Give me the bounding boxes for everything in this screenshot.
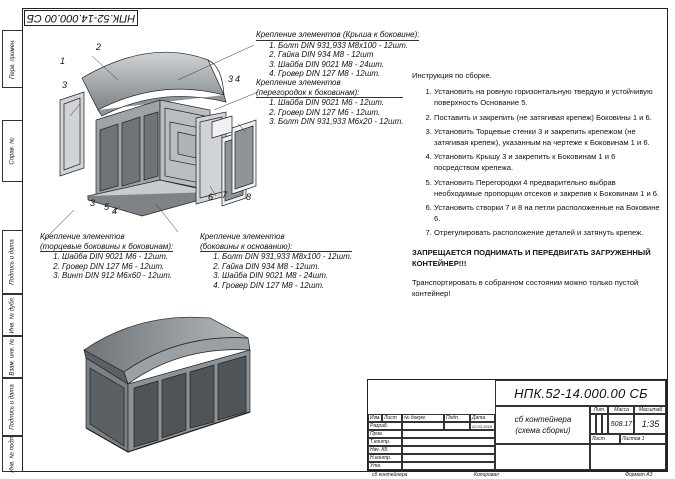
part-number: 8 [246, 192, 252, 202]
tb-code: НПК.52-14.000.00 СБ [495, 380, 666, 406]
part-number: 2 [96, 42, 102, 52]
tb-scale: 1:35 [634, 414, 666, 434]
part-number: 3 [90, 198, 96, 208]
callout-end-walls: Крепление элементов (торцевые боковины к боковинам): 1. Шайба DIN 9021 М6 - 12шт. 2. Гровер DIN 127 М6 - 12шт. 3. Винт DIN 912 М6х60 - 12шт. [40, 232, 173, 281]
part-number: 3 [228, 74, 234, 84]
tb-name: сб контейнера (схема сборки) [495, 406, 590, 444]
part-number: 6 [208, 192, 214, 202]
instruction-step: 3. Установить Торцевые стенки 3 и закрепить крепежом (не затягивая крепеж), указанным на чертеже к Боковинам 1 и 6. [434, 126, 662, 148]
callout-roof: Крепление элементов (Крыша к боковине): 1. Болт DIN 931,933 М8х100 - 12шт. 2. Гайка DIN 934 М8 - 12шт 3. Шайба DIN 9021 М8 - 24шт. 4. Гровер DIN 127 М8 - 12шт. [256, 30, 419, 79]
format-label: Формат А3 [625, 472, 653, 478]
instruction-step: 7. Отрегулировать расположение деталей и затянуть крепеж. [434, 227, 662, 238]
instruction-step: 4. Установить Крышу 3 и закрепить к Боковинам 1 и 6 посредством крепежа. [434, 151, 662, 173]
part-number: 3 [62, 80, 68, 90]
tb-prov: Пров. [368, 430, 402, 438]
tb-col-sign: Подп. [444, 414, 470, 422]
callout-base: Крепление элементов (боковины к основанию): 1. Болт DIN 931,933 М8х100 - 12шт. 2. Гайка DIN 934 М8 - 12шт. 3. Шайба DIN 9021 М8 - 24шт. 4. Гровер DIN 127 М8 - 12шт. [200, 232, 352, 290]
title-block [367, 379, 667, 471]
strip-sprav: Справ. № [2, 120, 22, 182]
tb-col-izm: Изм. [370, 415, 381, 421]
tb-col-date: Дата [470, 414, 495, 422]
instructions-list [412, 86, 662, 238]
tb-nach: Нач. КБ [368, 446, 402, 454]
part-number: 5 [104, 202, 110, 212]
assembled-view [84, 317, 250, 452]
tb-hdr-lit: Лит. [590, 406, 608, 414]
tb-sheets: Листов 1 [620, 434, 666, 444]
instructions-title: Инструкция по сборке. [412, 71, 492, 80]
strip-perv: Перв. примен. [2, 30, 22, 88]
tb-hdr-mass: Масса [608, 406, 634, 414]
strip-podp2: Подпись и дата [2, 378, 22, 436]
transport-note: Транспортировать в собранном состоянии можно только пустой контейнер! [412, 278, 639, 299]
instruction-step: 6. Установить створки 7 и 8 на петли расположенные на Боковине 6. [434, 202, 662, 224]
part-number: 4 [235, 74, 241, 84]
tb-nkontr: Н.контр. [368, 454, 402, 462]
part-number: 1 [60, 56, 66, 66]
bottom-name: сб контейнера [372, 472, 408, 478]
tb-hdr-scale: Масштаб [634, 406, 666, 414]
tb-tkontr: Т.контр. [368, 438, 402, 446]
part-number: 7 [222, 190, 228, 200]
strip-invpodl: Инв. № подл. [2, 436, 22, 472]
tb-mass: 508.17 [608, 414, 634, 434]
strip-vzam: Взам. инв. № [2, 336, 22, 378]
assembly-instructions [412, 70, 662, 299]
tb-utv: Утв. [368, 462, 402, 470]
part-number: 4 [112, 206, 118, 216]
callout-partition: Крепление элементов (перегородок к боковинам): 1. Шайба DIN 9021 М6 - 12шт. 2. Гровер DIN 127 М6 - 12шт. 3. Болт DIN 931,933 М6х20 - 12шт. [256, 78, 403, 127]
tb-col-list: Лист [382, 414, 402, 422]
strip-invdubl: Инв. № дубл. [2, 294, 22, 336]
tb-sheet: Лист [590, 434, 620, 444]
tb-date: 22.03.2018 [470, 422, 495, 430]
warning-text: ЗАПРЕЩАЕТСЯ ПОДНИМАТЬ И ПЕРЕДВИГАТЬ ЗАГРУЖЕННЫЙ КОНТЕЙНЕР!!! [412, 247, 651, 268]
tb-col-doc: № докум. [402, 414, 444, 422]
copied-label: Копировал [474, 472, 499, 478]
instruction-step: 2. Поставить и закрепить (не затягивая крепеж) Боковины 1 и 6. [434, 112, 662, 123]
top-stamp-code: НПК.52-14.000.00 СБ [24, 10, 138, 26]
instruction-step: 1. Установить на ровную горизонтальную твердую и устойчивую поверхность Основание 5. [434, 86, 662, 108]
instruction-step: 5. Установить Перегородки 4 предварительно выбрав необходимые пропорции отсеков и закрепив к Боковинам 1 и 6. [434, 177, 662, 199]
strip-podp1: Подпись и дата [2, 230, 22, 294]
tb-razrab: Разраб. [368, 422, 402, 430]
